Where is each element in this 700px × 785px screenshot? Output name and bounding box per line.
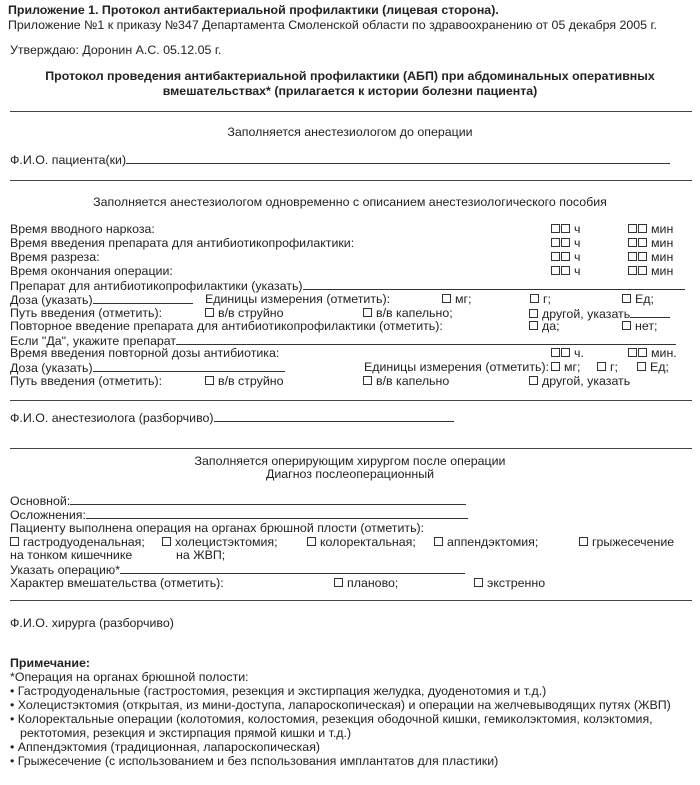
unit-mg-checkbox[interactable] [551,360,580,374]
drug-field[interactable] [10,278,685,293]
label: Осложнения: [10,508,86,522]
unit: мин. [651,346,677,360]
label: Ед; [650,360,669,374]
label: в/в капельно; [376,306,453,320]
unit: ч [574,222,581,236]
op-colorectal-checkbox[interactable] [307,535,416,549]
operation-type-label: Пациенту выполнена операция на органах брюшной плости (отметить): [10,521,425,535]
label: в/в струйно [218,374,284,388]
iv-drip-checkbox[interactable] [363,374,449,388]
section-subheading: Диагноз послеоперационный [265,467,435,481]
label: Ф.И.О. пациента(ки) [10,153,127,167]
unit-g-checkbox[interactable] [530,292,551,306]
label: другой, указать [542,307,631,321]
planned-checkbox[interactable] [334,576,398,590]
divider [10,600,692,601]
label: аппендэктомия; [447,535,539,549]
notes-intro: *Операция на органах брюшной полости: [10,670,249,684]
hours-field[interactable] [551,236,580,250]
time-label: Время введения препарата для антибиотикопрофилактики: [10,236,355,250]
divider [10,180,692,181]
label: колоректальная; [320,535,416,549]
dose2-field[interactable] [10,360,285,375]
label: г; [543,292,551,306]
label: мг; [564,360,581,374]
note-item: ректотомия, резекция и экстирпация прямой кишки и т.д.) [20,726,352,740]
section-heading: Заполняется оперирующим хирургом после операции [194,454,506,468]
dose-field[interactable] [10,292,193,307]
order-reference: Приложение №1 к приказу №347 Департамента Смоленской области по здравоохранению от 05 декабря 2005 г. [8,18,657,32]
unit: ч [574,250,581,264]
anesthetist-name-field[interactable] [10,410,454,425]
label: гастродуоденальная; [23,535,145,549]
label: г; [610,360,618,374]
unit: мин [651,250,674,264]
unit-mg-checkbox[interactable] [442,292,471,306]
section-heading: Заполняется анестезиологом одновременно с описанием анестезиологического пособия [93,195,607,209]
route2-label: Путь введения (отметить): [10,374,163,388]
hours-field[interactable] [551,222,580,236]
time-label: Время разреза: [10,250,100,264]
repeat-time-label: Время введения повторной дозы антибиотика: [10,346,280,360]
label: экстренно [487,576,546,590]
hours-field[interactable] [551,264,580,278]
note-item: • Аппендэктомия (традиционная, лапароскопическая) [10,740,321,754]
unit: ч [574,264,581,278]
label: Ед; [635,292,654,306]
iv-bolus-checkbox[interactable] [205,306,284,320]
unit-ed-checkbox[interactable] [622,292,654,306]
repeat-yes-checkbox[interactable] [529,319,560,333]
unit: ч. [574,346,584,360]
unit: мин [651,236,674,250]
unit: мин [651,222,674,236]
iv-drip-checkbox[interactable] [363,306,453,320]
route-label: Путь введения (отметить): [10,306,163,320]
minutes-field[interactable] [628,250,673,264]
label: да; [542,319,560,333]
label: в/в капельно [376,374,450,388]
label: Указать операцию* [10,563,121,577]
label: Доза (указать) [10,361,93,375]
label: Доза (указать) [10,293,93,307]
operation-specify-field[interactable] [10,562,465,577]
label: нет; [635,319,658,333]
op-appendectomy-checkbox[interactable] [434,535,538,549]
note-item: • Грыжесечение (с использованием и без пспользования имплантатов для пластики) [10,754,499,768]
divider [10,400,692,401]
hours-field[interactable] [551,346,584,360]
divider [10,111,692,112]
repeat-label: Повторное введение препарата для антибиотикопрофилактики (отметить): [10,319,443,333]
unit: ч [574,236,581,250]
minutes-field[interactable] [628,346,677,360]
label: холецистэктомия; [175,535,278,549]
note-item: • Гастродуоденальные (гастростомия, резекция и экстирпация желудка, дуоденотомия и т.д.) [10,684,547,698]
main-diagnosis-field[interactable] [10,493,466,508]
nature-label: Характер вмешательства (отметить): [10,576,224,590]
label: другой, указать [542,374,631,388]
hours-field[interactable] [551,250,580,264]
appendix-title: Приложение 1. Протокол антибактериальной профилактики (лицевая сторона). [8,3,499,17]
urgent-checkbox[interactable] [474,576,545,590]
label: Если "Да", укажите препарат [10,334,177,348]
repeat-no-checkbox[interactable] [622,319,657,333]
unit-ed-checkbox[interactable] [637,360,669,374]
note-item: • Колоректальные операции (колотомия, колостомия, резекция ободочной кишки, гемиколэктомия, колэктомия, [10,712,653,726]
units-label: Единицы измерения (отметить): [205,292,391,306]
minutes-field[interactable] [628,222,673,236]
section-heading: Заполняется анестезиологом до операции [227,125,473,139]
label: мг; [455,292,472,306]
unit-g-checkbox[interactable] [597,360,618,374]
label: планово; [347,576,399,590]
surgeon-name-label: Ф.И.О. хирурга (разборчиво) [10,616,174,630]
route-other-checkbox[interactable] [529,374,630,388]
op-hernia-checkbox[interactable] [579,535,674,549]
minutes-field[interactable] [628,236,673,250]
op-cont-label: на ЖВП; [176,548,226,562]
complications-field[interactable] [10,507,468,522]
label: в/в струйно [218,306,284,320]
units2-label: Единицы измерения (отметить): [364,360,550,374]
label: грыжесечение [592,535,675,549]
doc-title-1: Протокол проведения антибактериальной профилактики (АБП) при абдоминальных оперативных [45,69,655,83]
op-cont-label: на тонком кишечнике [10,548,133,562]
note-item: • Холецистэктомия (открытая, из мини-доступа, лапароскопическая) и операции на желчевыводящих путях (ЖВП) [10,698,671,712]
notes-title: Примечание: [10,656,91,670]
label: Основной: [10,494,71,508]
approval: Утверждаю: Доронин А.С. 05.12.05 г. [10,43,222,57]
op-gastroduodenal-checkbox[interactable] [10,535,145,549]
divider [10,448,692,449]
label: Препарат для антибиотикопрофилактики (указать) [10,279,303,293]
patient-name-field[interactable] [10,152,670,167]
unit: мин [651,264,674,278]
time-label: Время окончания операции: [10,264,173,278]
iv-bolus-checkbox[interactable] [205,374,284,388]
label: Ф.И.О. анестезиолога (разборчиво) [10,411,214,425]
op-cholecystectomy-checkbox[interactable] [162,535,278,549]
doc-title-2: вмешательствах* (прилагается к истории болезни пациента) [162,84,538,98]
time-label: Время вводного наркоза: [10,222,155,236]
minutes-field[interactable] [628,264,673,278]
